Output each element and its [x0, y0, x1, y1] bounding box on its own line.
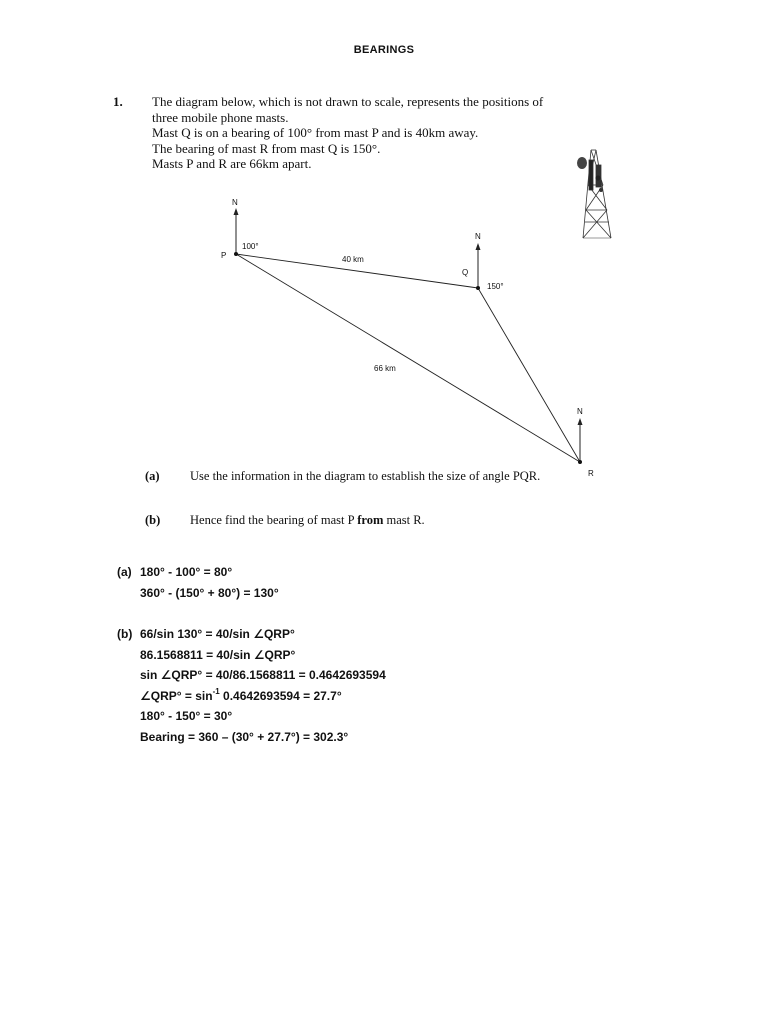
point-p-dot: [234, 252, 238, 256]
answer-a-label: (a): [117, 565, 132, 579]
answer-line: Bearing = 360 – (30° + 27.7°) = 302.3°: [140, 729, 349, 744]
angle-q-label: 150°: [487, 282, 504, 291]
side-pr-label: 66 km: [374, 364, 396, 373]
part-b-text-end: mast R.: [383, 513, 425, 527]
answer-b-working: [140, 624, 386, 748]
point-r-dot: [578, 460, 582, 464]
question-line: The bearing of mast R from mast Q is 150°.: [152, 140, 381, 156]
answer-line: sin ∠QRP° = 40/86.1568811 = 0.4642693594: [140, 668, 386, 683]
north-label-p: N: [232, 198, 238, 207]
part-a-label: (a): [145, 469, 160, 483]
mobile-phone-mast-icon: [577, 150, 611, 238]
question-number: 1.: [113, 94, 123, 109]
point-q-dot: [476, 286, 480, 290]
inverse-superscript: -1: [212, 686, 220, 696]
north-arrow-p: [234, 208, 239, 254]
question-line: three mobile phone masts.: [152, 109, 289, 125]
north-label-r: N: [577, 407, 583, 416]
north-arrow-r: [578, 418, 583, 462]
part-b-text-bold: from: [357, 513, 384, 527]
point-p-label: P: [221, 251, 227, 260]
answer-a-working: [140, 562, 279, 603]
angle-p-label: 100°: [242, 242, 259, 251]
answer-line: 66/sin 130° = 40/sin ∠QRP°: [140, 627, 295, 641]
question-line: The diagram below, which is not drawn to scale, represents the positions of: [152, 94, 544, 109]
side-pq-label: 40 km: [342, 255, 364, 264]
answer-line: 180° - 100° = 80°: [140, 565, 233, 579]
answer-line: 86.1568811 = 40/sin ∠QRP°: [140, 647, 296, 662]
answer-b-label: (b): [117, 627, 133, 641]
side-qr-line: [478, 288, 580, 462]
part-a-text: Use the information in the diagram to establish the size of angle PQR.: [190, 469, 541, 483]
side-pr-line: [236, 254, 580, 462]
answer-line: 180° - 150° = 30°: [140, 709, 233, 724]
answer-line-start: ∠QRP° = sin: [140, 688, 213, 703]
part-b-label: (b): [145, 513, 161, 527]
answer-line-end: 0.4642693594 = 27.7°: [219, 688, 342, 703]
point-r-label: R: [588, 469, 594, 478]
answer-line: 360° - (150° + 80°) = 130°: [140, 585, 279, 600]
point-q-label: Q: [462, 268, 469, 277]
question-line: Masts P and R are 66km apart.: [152, 156, 312, 171]
question-line: Mast Q is on a bearing of 100° from mast P and is 40km away.: [152, 125, 479, 140]
part-b-text: [190, 513, 425, 528]
answer-line: [140, 686, 386, 707]
part-b-text-start: Hence find the bearing of mast P: [190, 513, 358, 527]
north-arrow-q: [476, 243, 481, 288]
north-label-q: N: [475, 232, 481, 241]
document-title: BEARINGS: [353, 44, 415, 56]
